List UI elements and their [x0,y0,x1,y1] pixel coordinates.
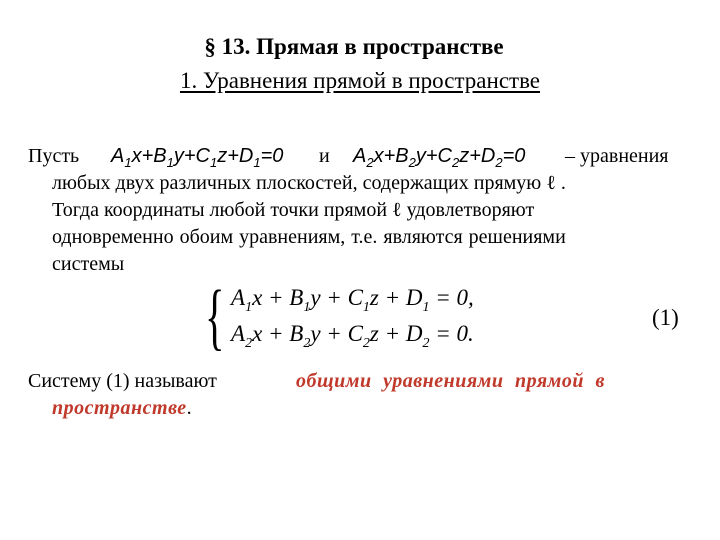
section-title-text: § 13. Прямая в пространстве [204,34,504,59]
word-and: и [319,145,330,167]
paragraph-line-1 [28,143,693,170]
period: . [186,397,192,419]
paragraph-conclusion [28,368,693,422]
paragraph-line-2: любых двух различных плоскостей, содержащих прямую ℓ . [52,172,566,194]
system-row-1: $A_1x + B_1y + C_1z + D_1 = 0$, [231,285,474,315]
paragraph-line-5: системы [52,253,125,275]
equation-number: (1) [652,305,679,330]
paragraph-definition [28,143,693,278]
paragraph-line-3: Тогда координаты любой точки прямой ℓ удовлетворяют [52,199,535,221]
subsection-title-text: 1. Уравнения прямой в пространстве [179,68,541,93]
emphasized-term: общими уравнениями прямой в [296,370,605,392]
word-pust: Пусть [28,145,80,167]
subsection-title [0,68,720,94]
conclusion-line-2 [28,395,693,422]
left-brace: { [205,276,225,358]
section-title [0,34,720,60]
word-equations: – уравнения [565,145,669,167]
plane-equation-1: $A_1x+B_1y+C_1z+D_1=0$ [111,145,284,170]
equation-system [205,276,505,358]
conclusion-line-1 [28,368,693,395]
paragraph-line-4: одновременно обоим уравнениям, т.е. являются решениями [52,226,566,248]
conclusion-prefix: Систему (1) называют [28,370,217,392]
emphasized-term-cont: пространстве [52,397,187,419]
system-row-2: $A_2x + B_2y + C_2z + D_2 = 0$. [231,321,474,351]
plane-equation-2: $A_2x+B_2y+C_2z+D_2=0$ [353,145,526,170]
